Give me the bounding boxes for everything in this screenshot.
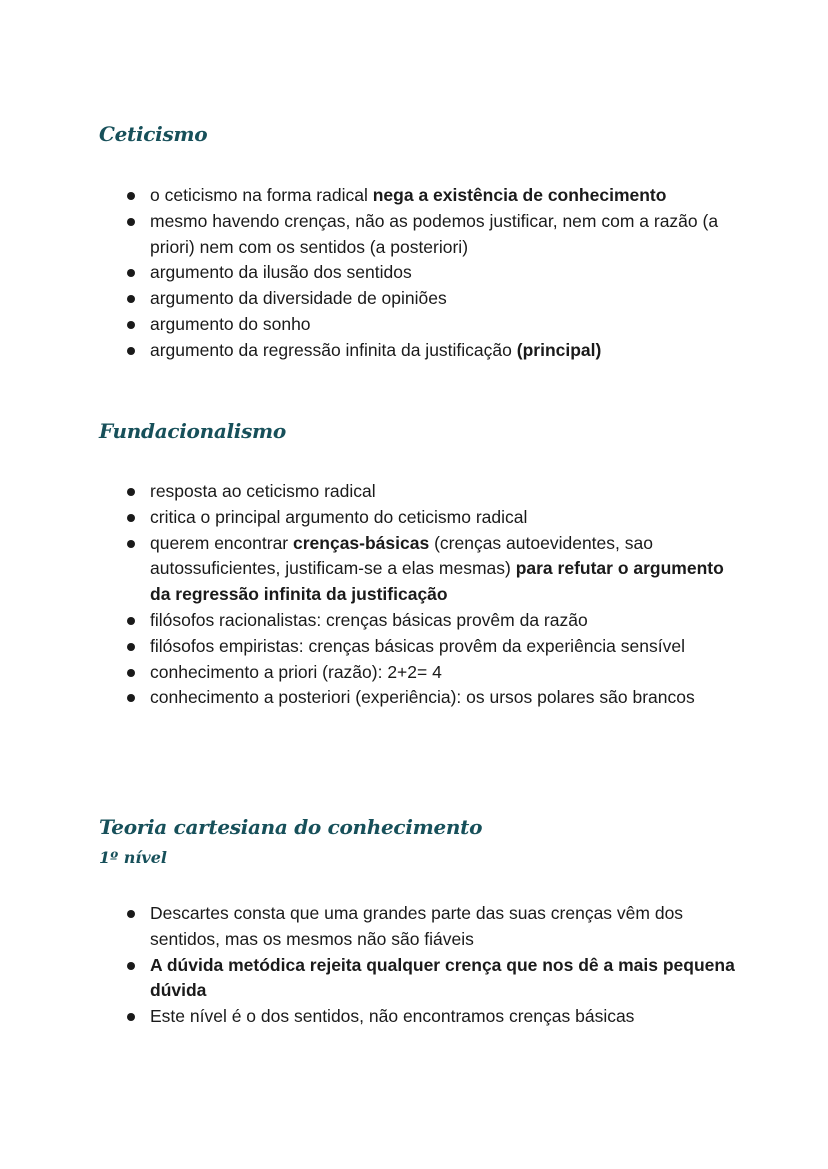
bold-text: (principal)	[516, 339, 602, 360]
bullet-dot-icon	[127, 514, 135, 522]
bullet-dot-icon	[127, 617, 135, 625]
bullet-dot-icon	[127, 295, 135, 303]
item-text: Descartes consta que uma grandes parte das suas crenças vêm dos sentidos, mas os mesmos não são fiáveis	[150, 903, 684, 949]
list-item	[121, 608, 741, 634]
bullet-dot-icon	[127, 321, 135, 329]
item-text: Este nível é o dos sentidos, não encontramos crenças básicas	[150, 1006, 635, 1027]
bullet-dot-icon	[127, 643, 135, 651]
bullet-list-ceticismo	[121, 183, 741, 364]
item-text: filósofos racionalistas: crenças básicas provêm da razão	[150, 609, 588, 630]
list-item	[121, 312, 741, 338]
list-item	[121, 260, 741, 286]
list-item	[121, 901, 741, 953]
bullet-dot-icon	[127, 694, 135, 702]
item-text: conhecimento a posteriori (experiência): os ursos polares são brancos	[150, 687, 695, 708]
list-item	[121, 531, 741, 608]
item-text: argumento da ilusão dos sentidos	[150, 262, 412, 283]
bullet-dot-icon	[127, 910, 135, 918]
item-text: argumento da diversidade de opiniões	[150, 288, 447, 309]
bullet-dot-icon	[127, 269, 135, 277]
bullet-list-fundacionalismo	[121, 479, 741, 711]
section-title-fundacionalismo: Fundacionalismo	[99, 419, 286, 443]
bullet-dot-icon	[127, 218, 135, 226]
list-item	[121, 505, 741, 531]
list-item	[121, 209, 741, 261]
item-text: argumento da regressão infinita da justificação	[150, 339, 517, 360]
bold-text: A dúvida metódica rejeita qualquer crença que nos dê a mais pequena dúvida	[150, 954, 735, 1001]
bullet-dot-icon	[127, 962, 135, 970]
list-item	[121, 479, 741, 505]
list-item	[121, 1004, 741, 1030]
list-item	[121, 183, 741, 209]
list-item	[121, 634, 741, 660]
bullet-list-teoria-cartesiana	[121, 901, 741, 1030]
section-title-teoria-cartesiana: Teoria cartesiana do conhecimento	[99, 815, 483, 839]
bold-text: crenças-básicas	[293, 532, 430, 553]
bullet-dot-icon	[127, 192, 135, 200]
section-title-ceticismo: Ceticismo	[99, 122, 208, 146]
bullet-dot-icon	[127, 347, 135, 355]
item-text: resposta ao ceticismo radical	[150, 481, 376, 501]
section-subtitle-nivel: 1º nível	[99, 848, 167, 867]
item-text: argumento do sonho	[150, 313, 311, 334]
item-text: o ceticismo na forma radical	[150, 185, 373, 205]
bullet-dot-icon	[127, 1013, 135, 1021]
bullet-dot-icon	[127, 488, 135, 496]
bullet-dot-icon	[127, 540, 135, 548]
item-text: critica o principal argumento do ceticismo radical	[150, 506, 528, 527]
bullet-dot-icon	[127, 669, 135, 677]
list-item	[121, 685, 741, 711]
bold-text: nega a existência de conhecimento	[372, 185, 667, 205]
item-text: conhecimento a priori (razão): 2+2= 4	[150, 661, 442, 682]
item-text: filósofos empiristas: crenças básicas provêm da experiência sensível	[150, 635, 685, 656]
item-text: mesmo havendo crenças, não as podemos justificar, nem com a razão (a priori) nem com os sentidos (a posteriori)	[150, 210, 719, 257]
item-text: (crenças autoevidentes, sao autossuficientes, justificam-se a elas mesmas)	[150, 532, 653, 579]
list-item	[121, 286, 741, 312]
bold-text: para refutar o argumento da regressão infinita da justificação	[150, 558, 724, 605]
list-item	[121, 338, 741, 364]
item-text: querem encontrar	[150, 532, 293, 553]
list-item	[121, 660, 741, 686]
list-item	[121, 953, 741, 1005]
